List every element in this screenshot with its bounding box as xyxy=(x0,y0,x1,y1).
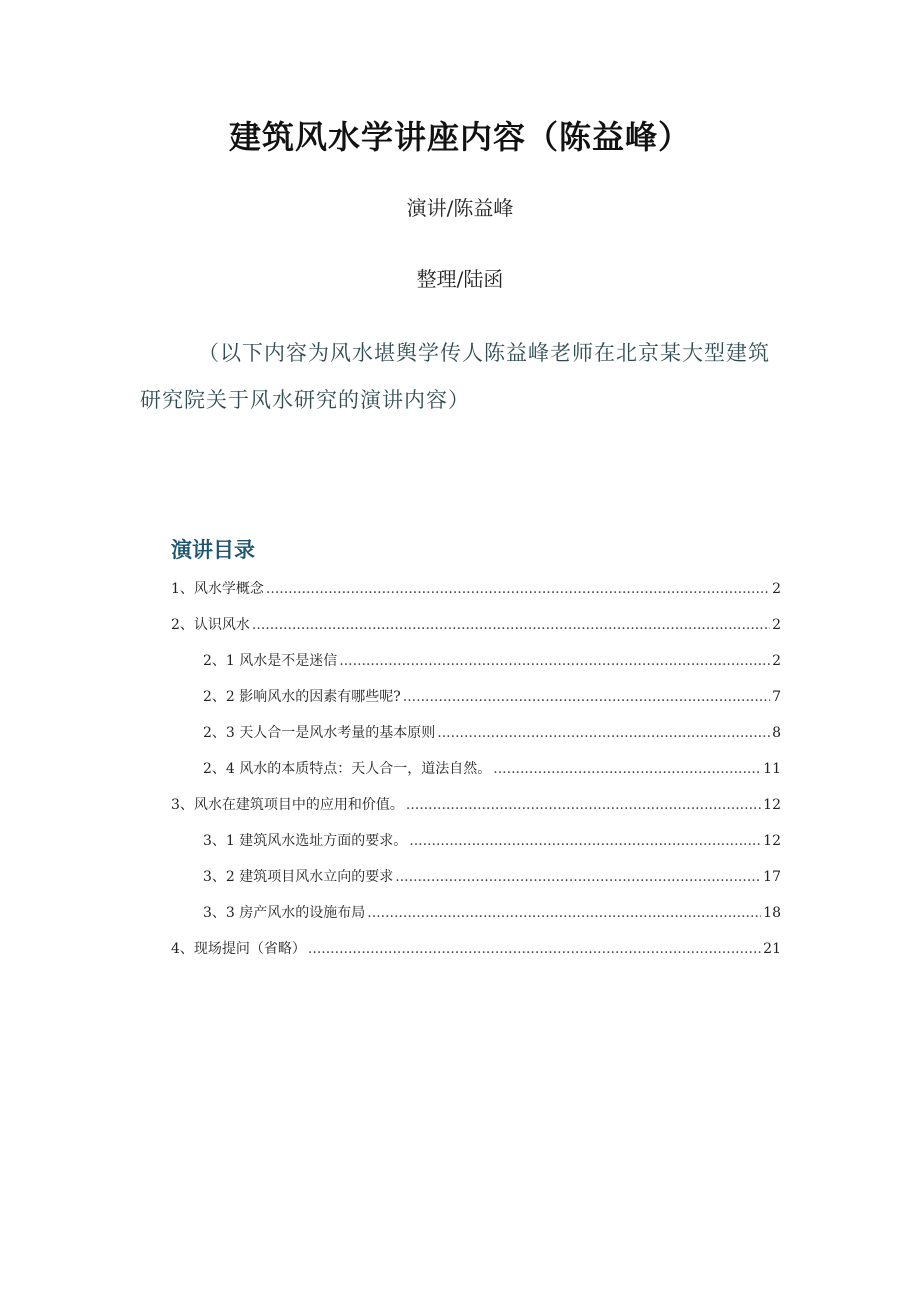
toc-entry-page: 7 xyxy=(772,689,781,705)
toc-dot-leader xyxy=(406,797,761,813)
toc-entry-label: 2、4 风水的本质特点：天人合一，道法自然。 xyxy=(203,761,492,777)
toc-entry[interactable] xyxy=(171,794,781,830)
toc-entry-label: 3、2 建筑项目风水立向的要求 xyxy=(203,869,394,885)
toc-entry-page: 12 xyxy=(763,797,781,813)
toc-entry[interactable] xyxy=(171,938,781,974)
toc-heading: 演讲目录 xyxy=(171,538,255,562)
toc-entry[interactable] xyxy=(171,722,781,758)
toc-entry[interactable] xyxy=(171,902,781,938)
toc-entry-label: 2、1 风水是不是迷信 xyxy=(203,653,338,669)
intro-paragraph: （以下内容为风水堪舆学传人陈益峰老师在北京某大型建筑研究院关于风水研究的演讲内容） xyxy=(140,341,770,412)
toc-dot-leader xyxy=(437,725,770,741)
toc-entry[interactable] xyxy=(171,686,781,722)
toc-entry-page: 12 xyxy=(763,833,781,849)
toc-entry-label: 1、风水学概念 xyxy=(171,581,264,597)
toc-dot-leader xyxy=(308,941,761,957)
toc-entry-page: 17 xyxy=(763,869,781,885)
toc-entry-page: 18 xyxy=(763,905,781,921)
toc-entry-label: 2、3 天人合一是风水考量的基本原则 xyxy=(203,725,436,741)
toc-entry-label: 4、现场提问（省略） xyxy=(171,941,306,957)
table-of-contents xyxy=(171,578,781,974)
document-title: 建筑风水学讲座内容（陈益峰） xyxy=(228,118,691,156)
toc-dot-leader xyxy=(266,581,770,597)
toc-entry-label: 2、2 影响风水的因素有哪些呢? xyxy=(203,689,401,705)
toc-entry[interactable] xyxy=(171,650,781,686)
toc-entry-page: 2 xyxy=(772,653,781,669)
editor-line: 整理/陆函 xyxy=(416,267,504,291)
toc-entry-label: 3、风水在建筑项目中的应用和价值。 xyxy=(171,797,404,813)
toc-entry-page: 2 xyxy=(772,617,781,633)
toc-dot-leader xyxy=(339,653,770,669)
toc-entry-page: 2 xyxy=(772,581,781,597)
toc-entry-label: 3、1 建筑风水选址方面的要求。 xyxy=(203,833,408,849)
toc-entry[interactable] xyxy=(171,614,781,650)
toc-entry-page: 21 xyxy=(763,941,781,957)
toc-dot-leader xyxy=(395,869,761,885)
toc-dot-leader xyxy=(409,833,761,849)
toc-entry-label: 2、认识风水 xyxy=(171,617,250,633)
toc-dot-leader xyxy=(367,905,761,921)
toc-dot-leader xyxy=(252,617,770,633)
toc-entry[interactable] xyxy=(171,830,781,866)
toc-entry[interactable] xyxy=(171,578,781,614)
speaker-line: 演讲/陈益峰 xyxy=(406,196,514,220)
toc-entry-page: 11 xyxy=(763,761,781,777)
toc-entry-label: 3、3 房产风水的设施布局 xyxy=(203,905,366,921)
toc-dot-leader xyxy=(403,689,770,705)
toc-entry[interactable] xyxy=(171,866,781,902)
toc-dot-leader xyxy=(493,761,761,777)
toc-entry[interactable] xyxy=(171,758,781,794)
toc-entry-page: 8 xyxy=(772,725,781,741)
